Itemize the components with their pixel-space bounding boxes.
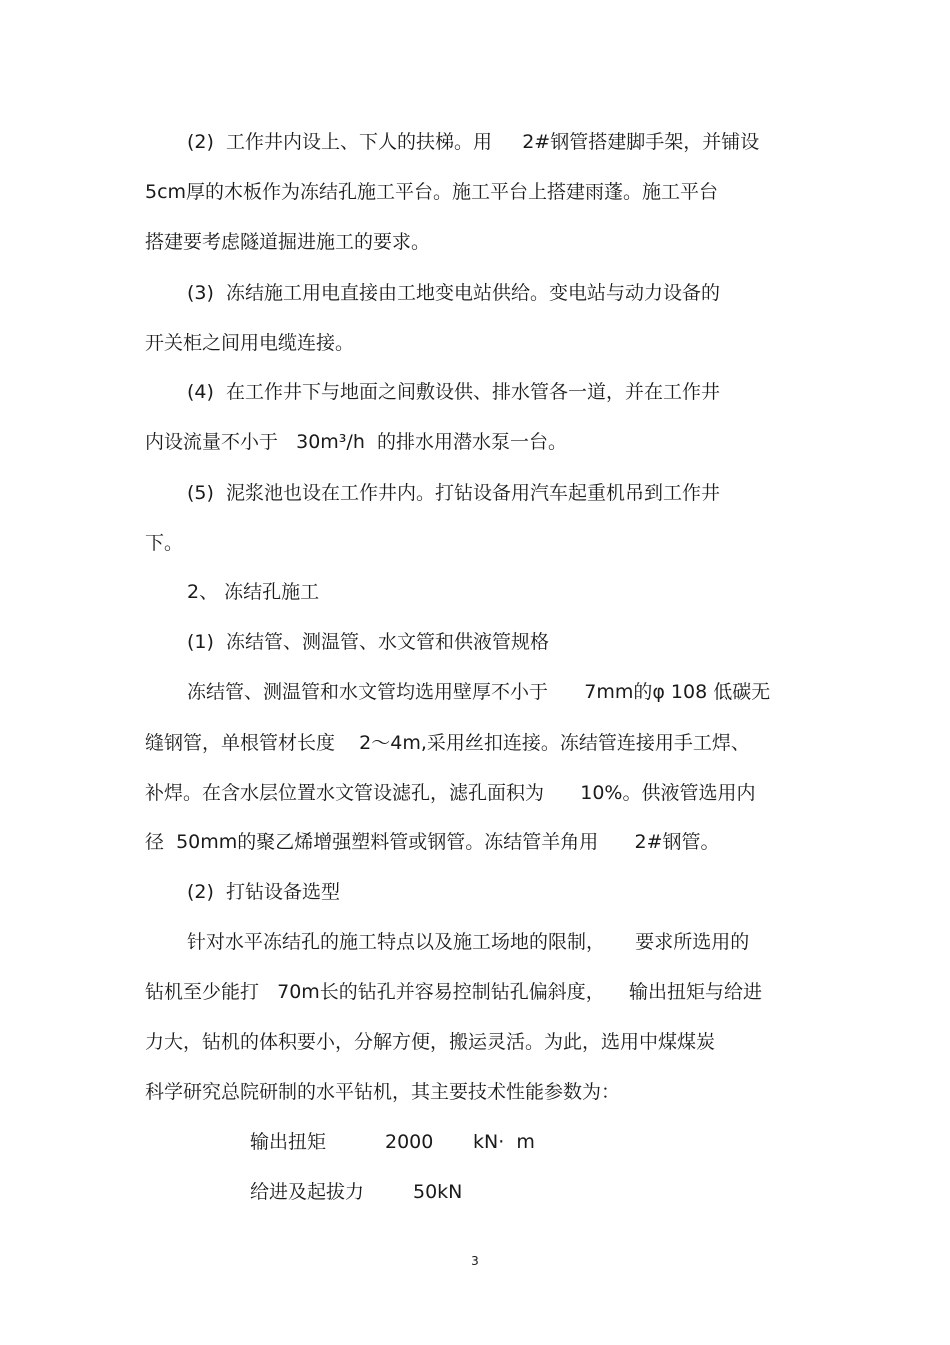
paragraph-line: 5cm厚的木板作为冻结孔施工平台。施工平台上搭建雨蓬。施工平台 xyxy=(145,181,719,203)
paragraph-line: 补焊。在含水层位置水文管设滤孔，滤孔面积为 10%。供液管选用内 xyxy=(145,782,756,804)
paragraph-line: (3) 冻结施工用电直接由工地变电站供给。变电站与动力设备的 xyxy=(187,282,720,304)
spec-label-feed-force: 给进及起拔力 xyxy=(250,1181,365,1203)
paragraph-line: 搭建要考虑隧道掘进施工的要求。 xyxy=(145,231,431,253)
paragraph-line: 下。 xyxy=(145,532,184,554)
paragraph-line: 科学研究总院研制的水平钻机，其主要技术性能参数为： xyxy=(145,1081,621,1103)
section-heading: 2、 冻结孔施工 xyxy=(187,581,320,603)
paragraph-line: 力大，钻机的体积要小，分解方便，搬运灵活。为此，选用中煤煤炭 xyxy=(145,1031,716,1053)
spec-value-torque: 2000 xyxy=(385,1131,434,1153)
paragraph-line: (2) 工作井内设上、下人的扶梯。用 2#钢管搭建脚手架，并铺设 xyxy=(187,131,760,153)
paragraph-line: 内设流量不小于 30m³/h 的排水用潜水泵一台。 xyxy=(145,431,567,453)
paragraph-line: 针对水平冻结孔的施工特点以及施工场地的限制， 要求所选用的 xyxy=(187,931,750,953)
paragraph-line: 开关柜之间用电缆连接。 xyxy=(145,332,355,354)
page-number: 3 xyxy=(471,1254,479,1268)
paragraph-line: 缝钢管，单根管材长度 2～4m,采用丝扣连接。冻结管连接用手工焊、 xyxy=(145,732,750,754)
spec-value-feed-force: 50kN xyxy=(413,1181,463,1203)
subsection-heading: (2) 打钻设备选型 xyxy=(187,881,340,903)
paragraph-line: 钻机至少能打 70m长的钻孔并容易控制钻孔偏斜度， 输出扭矩与给进 xyxy=(145,981,762,1003)
spec-label-torque: 输出扭矩 xyxy=(250,1131,327,1153)
paragraph-line: 冻结管、测温管和水文管均选用壁厚不小于 7mm的φ 108 低碳无 xyxy=(187,681,771,703)
paragraph-line: (5) 泥浆池也设在工作井内。打钻设备用汽车起重机吊到工作井 xyxy=(187,482,720,504)
paragraph-line: 径 50mm的聚乙烯增强塑料管或钢管。冻结管羊角用 2#钢管。 xyxy=(145,831,720,853)
paragraph-line: (4) 在工作井下与地面之间敷设供、排水管各一道，并在工作井 xyxy=(187,381,720,403)
subsection-heading: (1) 冻结管、测温管、水文管和供液管规格 xyxy=(187,631,549,653)
spec-unit-torque: kN· m xyxy=(473,1131,535,1153)
